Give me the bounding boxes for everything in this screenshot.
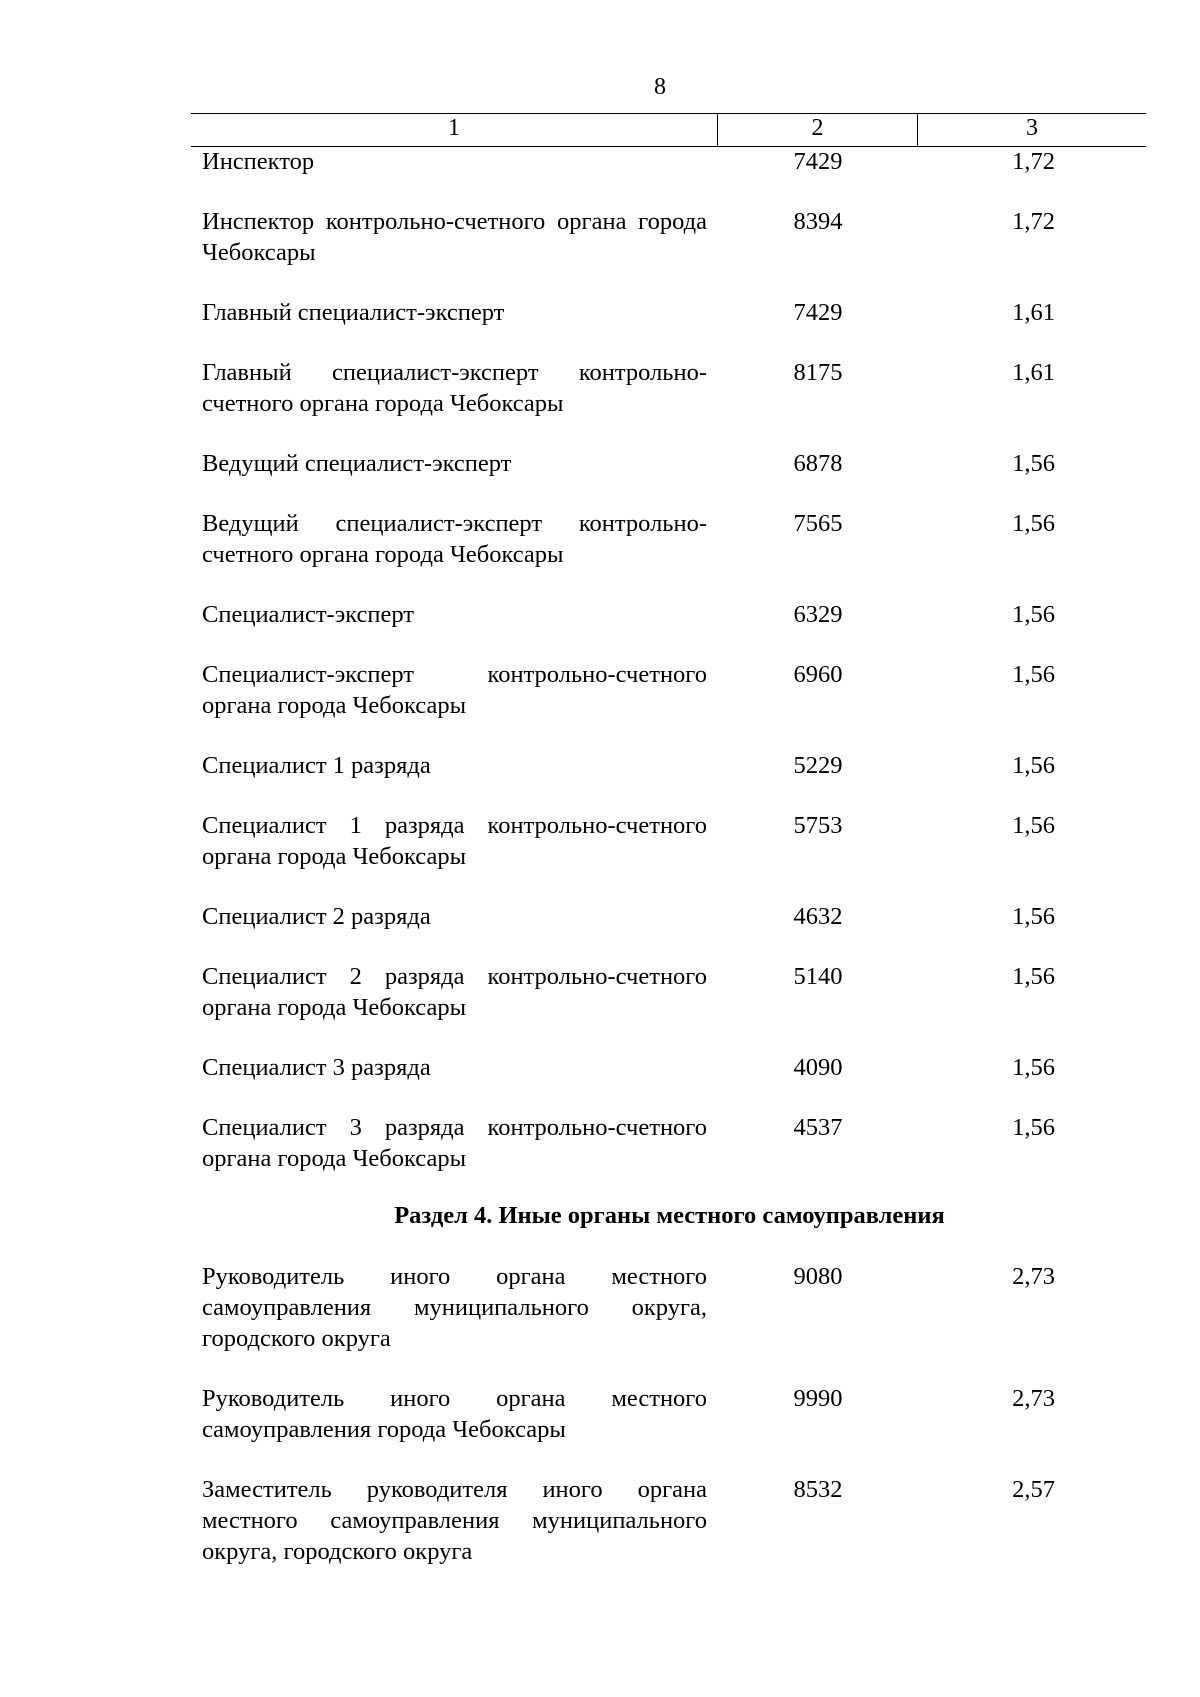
position-name-cell: Специалист 3 разряда контрольно-счетного органа города Чебоксары [202,1114,707,1172]
table-row [202,901,1146,932]
position-name-cell: Ведущий специалист-эксперт [202,450,512,477]
salary-cell: 5229 [793,752,843,779]
coefficient-cell: 1,61 [1012,299,1055,326]
table-row [202,1474,1146,1567]
coefficient-cell: 1,72 [1012,208,1055,235]
table-row [202,961,1146,1023]
position-name-cell: Специалист-эксперт [202,601,415,628]
table-row [202,357,1146,419]
table-row [202,146,1146,177]
position-name-cell: Специалист 1 разряда [202,752,431,779]
coefficient-cell: 1,56 [1012,510,1055,537]
position-name-cell: Заместитель руководителя иного органа местного самоуправления муниципального округа, городского округа [202,1476,707,1565]
salary-cell: 6878 [793,450,843,477]
coefficient-cell: 1,56 [1012,601,1055,628]
table-row [202,508,1146,570]
table-row [202,1112,1146,1174]
column-header-3: 3 [1026,115,1038,141]
coefficient-cell: 1,56 [1012,1114,1055,1141]
coefficient-cell: 1,56 [1012,752,1055,779]
salary-cell: 5140 [793,963,843,990]
table-row [202,1383,1146,1445]
salary-cell: 4632 [793,903,843,930]
coefficient-cell: 1,61 [1012,359,1055,386]
coefficient-cell: 1,56 [1012,450,1055,477]
coefficient-cell: 1,72 [1012,148,1055,175]
table-row [202,206,1146,268]
column-header-1: 1 [191,114,718,146]
salary-cell: 9990 [793,1385,843,1412]
position-name-cell: Специалист 1 разряда контрольно-счетного органа города Чебоксары [202,812,707,870]
page-number: 8 [654,74,666,100]
salary-cell: 6329 [793,601,843,628]
position-name-cell: Специалист 3 разряда [202,1054,431,1081]
coefficient-cell: 2,73 [1012,1263,1055,1290]
position-name-cell: Инспектор контрольно-счетного органа города Чебоксары [202,208,707,266]
position-name-cell: Специалист 2 разряда [202,903,431,930]
table-row [202,810,1146,872]
position-name-cell: Руководитель иного органа местного самоуправления муниципального округа, городского округа [202,1263,707,1352]
table-row [202,1052,1146,1083]
position-name-cell: Специалист 2 разряда контрольно-счетного органа города Чебоксары [202,963,707,1021]
position-name-cell: Инспектор [202,148,315,175]
table-row [202,659,1146,721]
table-row [202,1261,1146,1354]
table-body [202,146,1146,1596]
table-row [202,750,1146,781]
coefficient-cell: 2,57 [1012,1476,1055,1503]
position-name-cell: Специалист-эксперт контрольно-счетного органа города Чебоксары [202,661,707,719]
salary-cell: 9080 [793,1263,843,1290]
position-name-cell: Главный специалист-эксперт контрольно-счетного органа города Чебоксары [202,359,707,417]
salary-cell: 6960 [793,661,843,688]
position-name-cell: Руководитель иного органа местного самоуправления города Чебоксары [202,1385,707,1443]
section-title: Раздел 4. Иные органы местного самоуправления [394,1202,945,1229]
salary-cell: 7565 [793,510,843,537]
salary-cell: 4537 [793,1114,843,1141]
coefficient-cell: 1,56 [1012,963,1055,990]
coefficient-cell: 1,56 [1012,1054,1055,1081]
coefficient-cell: 1,56 [1012,812,1055,839]
coefficient-cell: 1,56 [1012,903,1055,930]
position-name-cell: Ведущий специалист-эксперт контрольно-счетного органа города Чебоксары [202,510,707,568]
salary-cell: 8175 [793,359,843,386]
salary-cell: 8532 [793,1476,843,1503]
table-row [202,297,1146,328]
coefficient-cell: 1,56 [1012,661,1055,688]
salary-cell: 8394 [793,208,843,235]
coefficient-cell: 2,73 [1012,1385,1055,1412]
table-header [191,113,1146,147]
salary-cell: 7429 [793,299,843,326]
position-name-cell: Главный специалист-эксперт [202,299,505,326]
salary-cell: 5753 [793,812,843,839]
column-header-2: 2 [718,114,918,146]
salary-cell: 7429 [793,148,843,175]
salary-cell: 4090 [793,1054,843,1081]
table-row [202,599,1146,630]
table-row [202,448,1146,479]
